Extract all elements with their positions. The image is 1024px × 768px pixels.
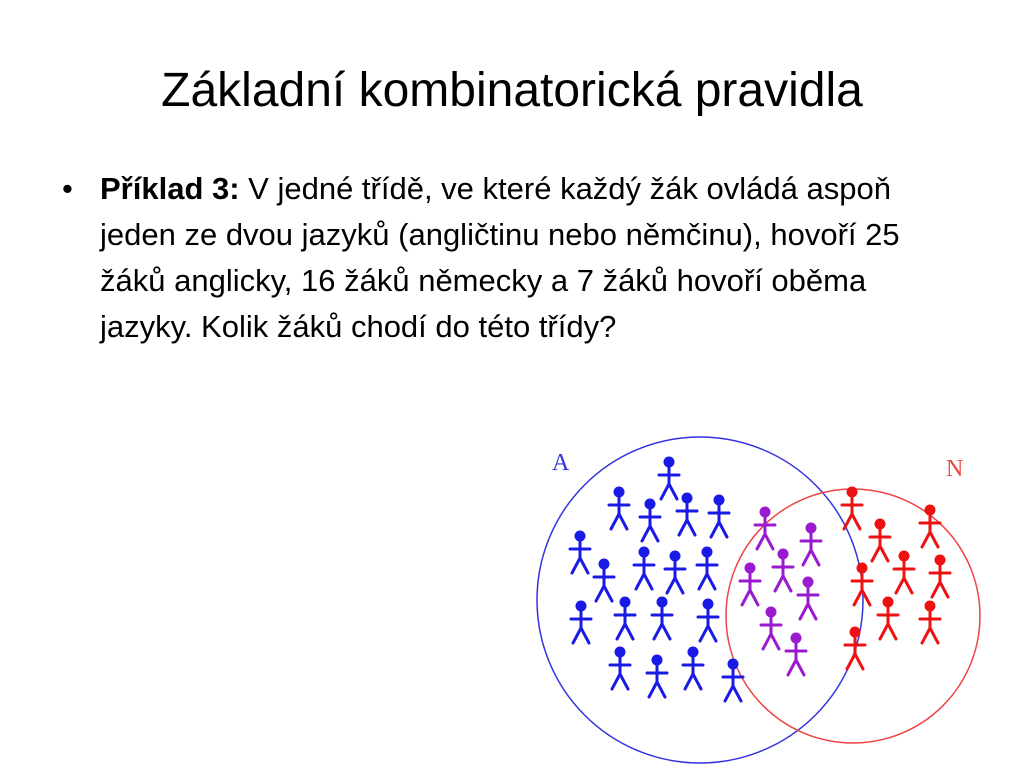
student-figure — [894, 551, 914, 594]
set-a-circle — [537, 437, 863, 763]
student-figure — [677, 493, 697, 536]
student-figure — [740, 563, 760, 606]
student-figure — [659, 457, 679, 500]
student-figure — [773, 549, 793, 592]
student-figure — [842, 487, 862, 530]
student-figure — [683, 647, 703, 690]
bullet-paragraph — [100, 166, 942, 350]
student-figure — [798, 577, 818, 620]
student-figure — [652, 597, 672, 640]
student-figure — [801, 523, 821, 566]
student-figure — [647, 655, 667, 698]
student-figure — [594, 559, 614, 602]
student-figure — [697, 547, 717, 590]
student-figure — [761, 607, 781, 650]
student-figure — [570, 531, 590, 574]
student-figure — [930, 555, 950, 598]
student-figure — [698, 599, 718, 642]
example-bullet — [62, 166, 942, 350]
student-figure — [845, 627, 865, 670]
example-text: V jedné třídě, ve které každý žák ovládá aspoň jeden ze dvou jazyků (angličtinu nebo němčinu), hovoří 25 žáků anglicky, 16 žáků německy a 7 žáků hovoří oběma jazyky. Kolik žáků chodí do této třídy? — [100, 171, 900, 344]
student-figure — [634, 547, 654, 590]
student-figure — [786, 633, 806, 676]
student-figure — [709, 495, 729, 538]
set-n-label: N — [946, 456, 964, 482]
set-a-label: A — [552, 450, 570, 476]
student-figure — [878, 597, 898, 640]
student-figure — [755, 507, 775, 550]
student-figure — [870, 519, 890, 562]
student-figure — [615, 597, 635, 640]
student-figures — [570, 457, 950, 702]
student-figure — [920, 601, 940, 644]
student-figure — [610, 647, 630, 690]
example-label: Příklad 3: — [100, 171, 240, 206]
student-figure — [665, 551, 685, 594]
bullet-marker: • — [62, 171, 73, 206]
student-figure — [640, 499, 660, 542]
venn-diagram — [530, 420, 1000, 768]
student-figure — [723, 659, 743, 702]
slide-title: Základní kombinatorická pravidla — [161, 64, 863, 117]
student-figure — [571, 601, 591, 644]
student-figure — [852, 563, 872, 606]
student-figure — [609, 487, 629, 530]
